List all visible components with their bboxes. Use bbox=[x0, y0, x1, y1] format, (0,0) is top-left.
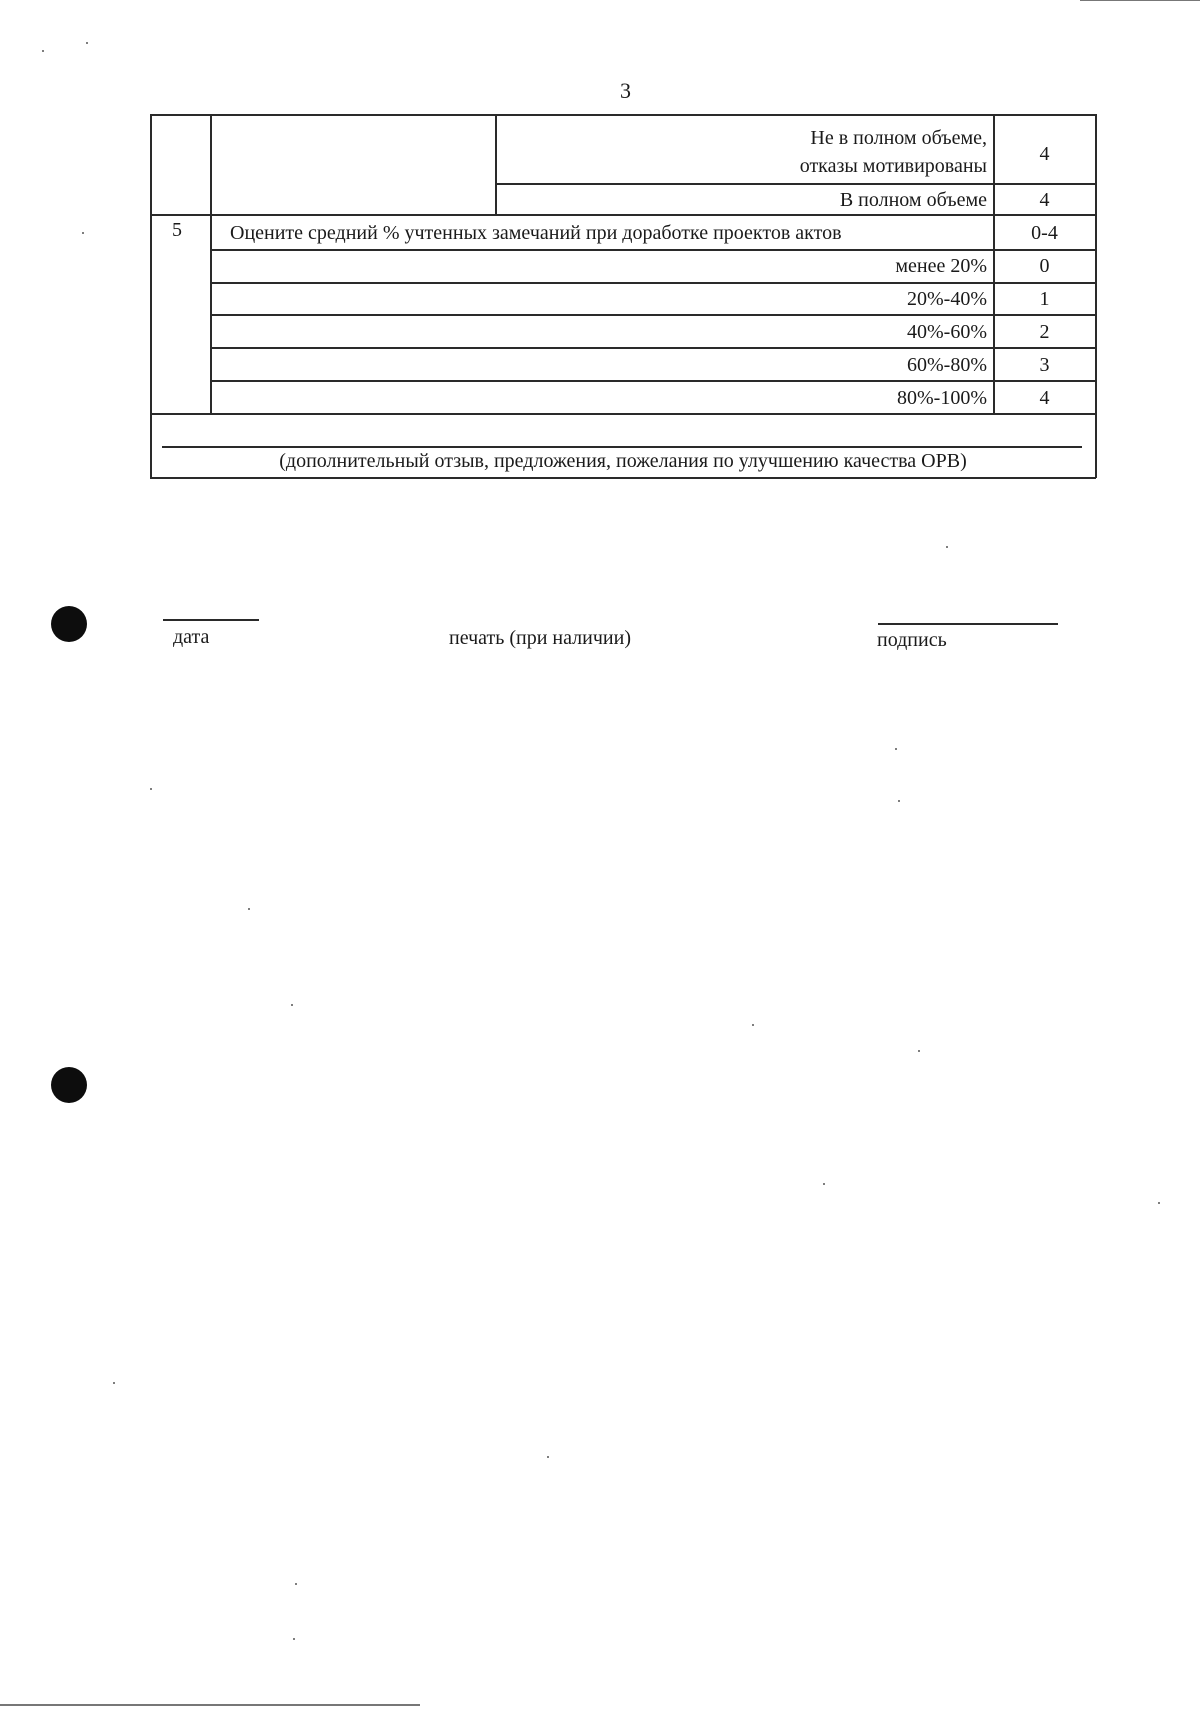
table-border-left bbox=[150, 114, 152, 478]
row-label-line1: Не в полном объеме, bbox=[810, 127, 987, 149]
scan-speck bbox=[295, 1583, 297, 1585]
question-number: 5 bbox=[172, 219, 182, 241]
row-score: 4 bbox=[1039, 189, 1050, 211]
table-row-divider bbox=[495, 183, 1096, 185]
feedback-caption: (дополнительный отзыв, предложения, пожелания по улучшению качества ОРВ) bbox=[279, 450, 967, 472]
scan-speck bbox=[150, 788, 152, 790]
scan-speck bbox=[42, 50, 44, 52]
table-row-divider bbox=[210, 314, 1096, 316]
hole-punch-mark bbox=[51, 1067, 87, 1103]
table-row-divider bbox=[210, 380, 1096, 382]
hole-punch-mark bbox=[51, 606, 87, 642]
table-row-divider bbox=[150, 413, 1096, 415]
scan-speck bbox=[895, 748, 897, 750]
row-label: В полном объеме bbox=[839, 189, 987, 211]
row-score: 4 bbox=[1039, 143, 1050, 165]
scan-speck bbox=[946, 546, 948, 548]
table-border-bottom bbox=[150, 477, 1096, 479]
option-score: 3 bbox=[1039, 354, 1050, 376]
option-label: менее 20% bbox=[895, 255, 987, 277]
page-number: 3 bbox=[620, 78, 631, 103]
feedback-line bbox=[162, 446, 1082, 448]
scan-edge bbox=[1080, 0, 1200, 1]
option-score: 1 bbox=[1039, 288, 1050, 310]
option-label: 40%-60% bbox=[907, 321, 987, 343]
date-line bbox=[163, 619, 259, 621]
scan-speck bbox=[752, 1024, 754, 1026]
scan-speck bbox=[291, 1004, 293, 1006]
table-column-divider bbox=[495, 114, 497, 215]
scan-speck bbox=[547, 1456, 549, 1458]
stamp-label: печать (при наличии) bbox=[449, 627, 631, 649]
table-row-divider bbox=[210, 249, 1096, 251]
scan-edge bbox=[0, 1704, 420, 1706]
scan-speck bbox=[918, 1050, 920, 1052]
scan-speck bbox=[248, 908, 250, 910]
scan-speck bbox=[823, 1183, 825, 1185]
table-row-divider bbox=[150, 214, 1096, 216]
scan-speck bbox=[82, 232, 84, 234]
question-text: Оцените средний % учтенных замечаний при доработке проектов актов bbox=[230, 222, 842, 244]
scan-speck bbox=[1158, 1202, 1160, 1204]
scan-speck bbox=[113, 1382, 115, 1384]
table-row-divider bbox=[210, 282, 1096, 284]
scan-speck bbox=[898, 800, 900, 802]
table-border-right bbox=[1095, 114, 1097, 478]
option-score: 4 bbox=[1039, 387, 1050, 409]
option-score: 0 bbox=[1039, 255, 1050, 277]
option-label: 20%-40% bbox=[907, 288, 987, 310]
date-label: дата bbox=[173, 626, 210, 648]
option-score: 2 bbox=[1039, 321, 1050, 343]
question-range: 0-4 bbox=[1031, 222, 1058, 244]
scan-speck bbox=[86, 42, 88, 44]
row-label-line2: отказы мотивированы bbox=[799, 155, 987, 177]
table-row-divider bbox=[210, 347, 1096, 349]
option-label: 80%-100% bbox=[897, 387, 987, 409]
table-column-divider bbox=[210, 114, 212, 414]
scan-speck bbox=[293, 1638, 295, 1640]
signature-label: подпись bbox=[877, 629, 947, 651]
table-border-top bbox=[150, 114, 1096, 116]
option-label: 60%-80% bbox=[907, 354, 987, 376]
signature-line bbox=[878, 623, 1058, 625]
